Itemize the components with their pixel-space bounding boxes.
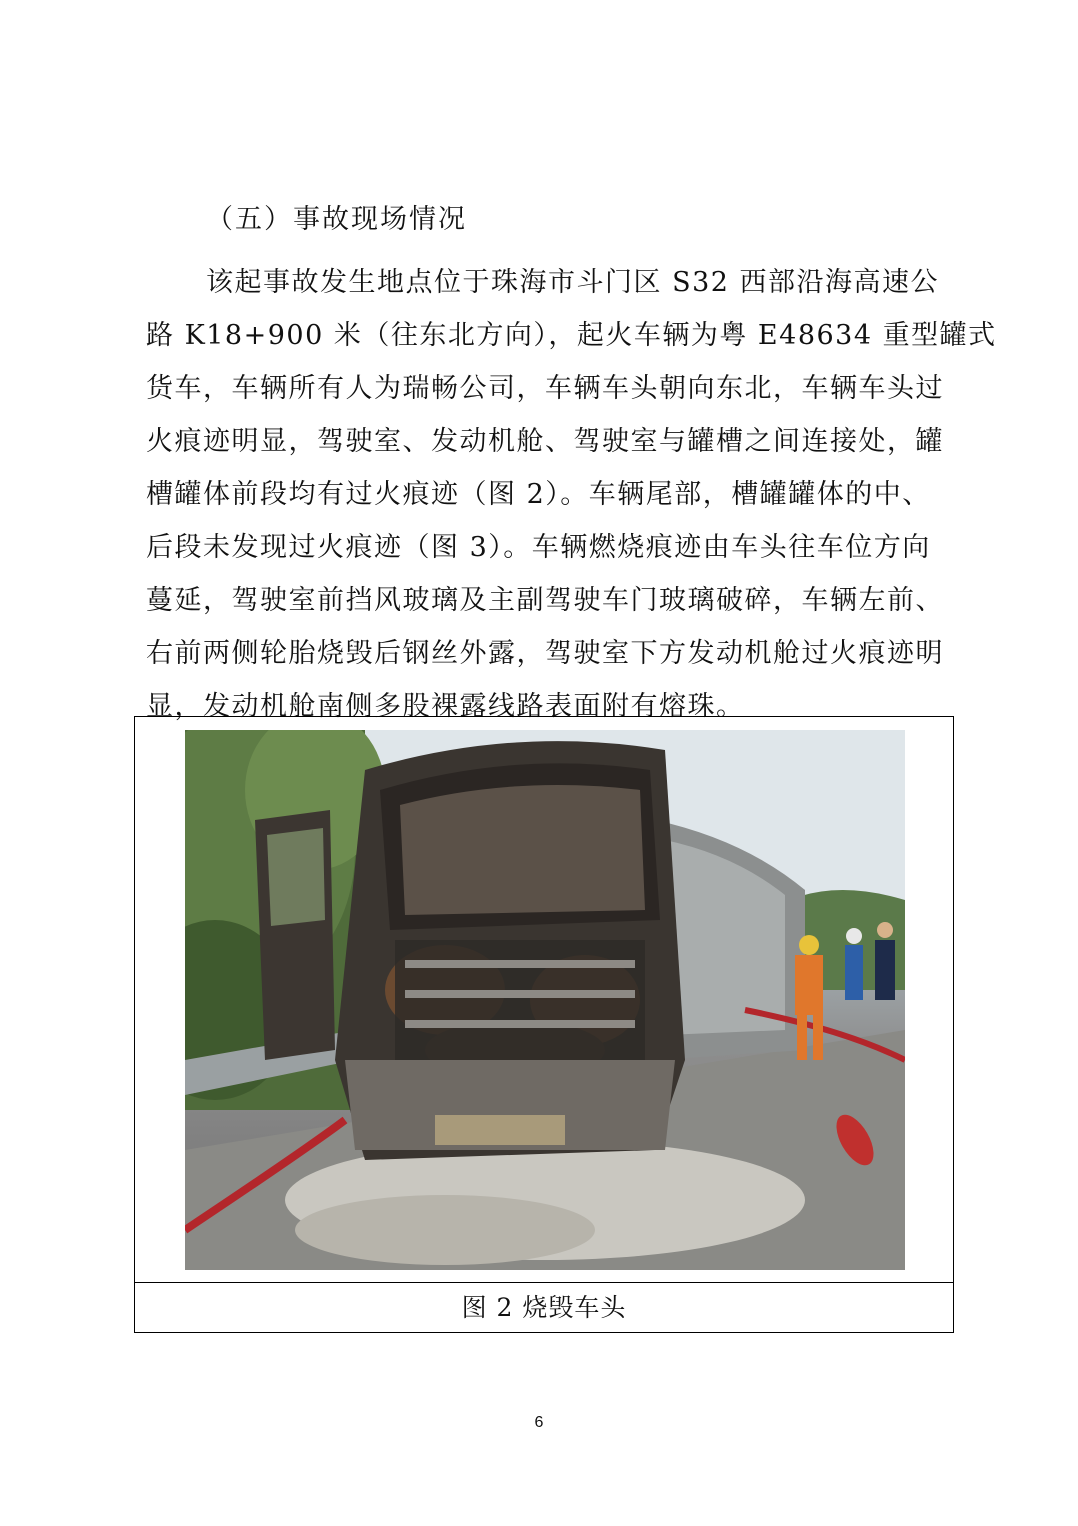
paragraph-line: 后段未发现过火痕迹（图 3）。车辆燃烧痕迹由车头往车位方向: [146, 532, 931, 563]
paragraph-line: 右前两侧轮胎烧毁后钢丝外露，驾驶室下方发动机舱过火痕迹明: [146, 638, 944, 669]
burned-truck-illustration: [185, 730, 905, 1270]
body-paragraph: [146, 256, 997, 733]
section-heading: （五）事故现场情况: [206, 204, 467, 235]
paragraph-line: 火痕迹明显，驾驶室、发动机舱、驾驶室与罐槽之间连接处，罐: [146, 426, 944, 457]
paragraph-line: 路 K18+900 米（往东北方向），起火车辆为粤 E48634 重型罐式: [146, 320, 997, 351]
page-number: 6: [534, 1414, 544, 1431]
figure-caption: 图 2 烧毁车头: [461, 1293, 627, 1322]
paragraph-line: 显，发动机舱南侧多股裸露线路表面附有熔珠。: [146, 691, 745, 722]
paragraph-line: 该起事故发生地点位于珠海市斗门区 S32 西部沿海高速公: [206, 267, 940, 298]
figure-frame: [134, 716, 954, 1333]
burned-truck-photo: [185, 730, 905, 1270]
paragraph-line: 货车，车辆所有人为瑞畅公司，车辆车头朝向东北，车辆车头过: [146, 373, 944, 404]
paragraph-line: 蔓延，驾驶室前挡风玻璃及主副驾驶车门玻璃破碎，车辆左前、: [146, 585, 944, 616]
paragraph-line: 槽罐体前段均有过火痕迹（图 2）。车辆尾部，槽罐罐体的中、: [146, 479, 931, 510]
figure-caption-row: [135, 1282, 953, 1332]
